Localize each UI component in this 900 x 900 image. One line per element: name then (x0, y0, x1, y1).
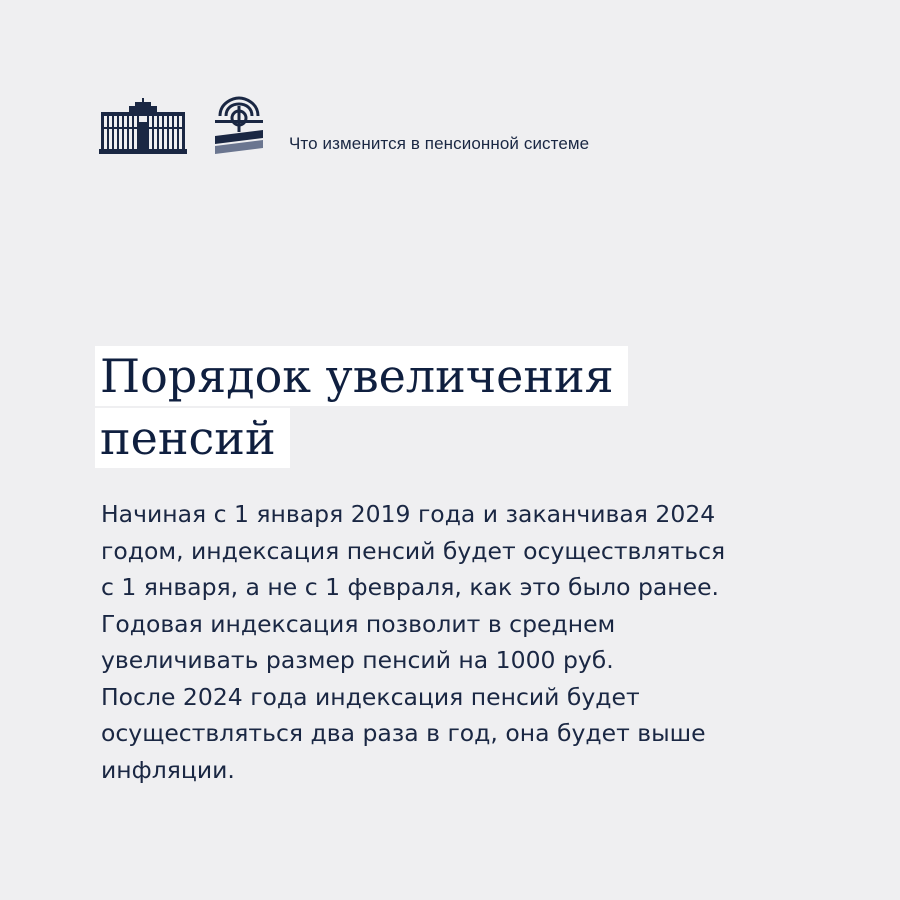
body-line: увеличивать размер пенсий на 1000 руб. (101, 646, 614, 674)
header (99, 96, 799, 160)
body-line: Начиная с 1 января 2019 года и заканчивая 2024 (101, 500, 716, 528)
state-duma-building-icon (99, 98, 187, 154)
body-paragraph (101, 496, 831, 788)
body-line: Годовая индексация позволит в среднем (101, 609, 616, 638)
body-line: осуществляться два раза в год, она будет выше (101, 719, 706, 747)
body-line: годом, индексация пенсий будет осуществляться (101, 536, 726, 565)
body-line: инфляции. (101, 755, 235, 784)
pension-fund-emblem-icon (212, 96, 266, 154)
body-line: После 2024 года индексация пенсий будет (101, 682, 640, 711)
body-line: с 1 января, а не с 1 февраля, как это было ранее. (101, 573, 720, 601)
title-line: пенсий (95, 408, 290, 468)
page-title (95, 346, 628, 470)
header-tagline: Что изменится в пенсионной системе (289, 134, 590, 153)
title-line: Порядок увеличения (95, 346, 628, 406)
